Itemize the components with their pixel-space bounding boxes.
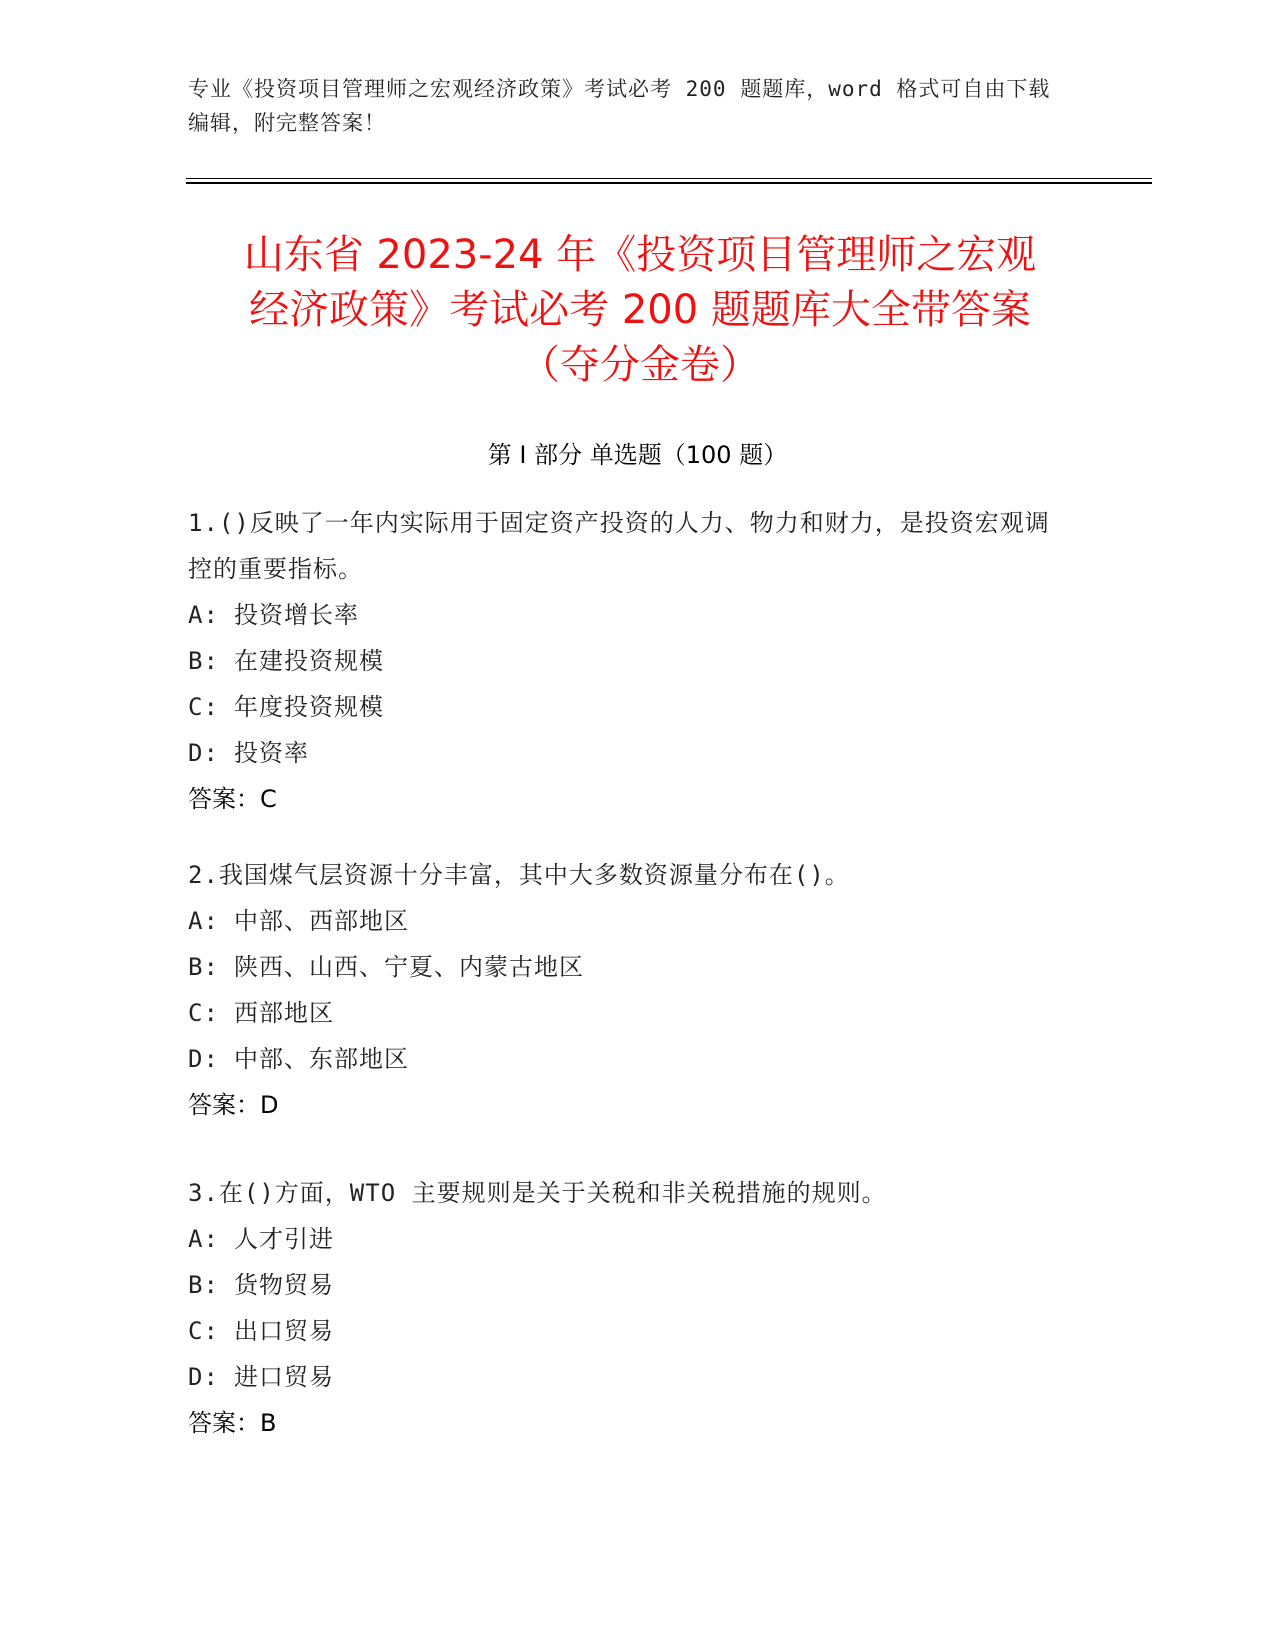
question-3 bbox=[188, 1170, 1068, 1446]
title-line-2: 经济政策》考试必考 200 题题库大全带答案 bbox=[249, 287, 1031, 333]
option-text: 出口贸易 bbox=[234, 1317, 334, 1345]
option-a bbox=[188, 898, 1068, 944]
option-key: A: bbox=[188, 1225, 219, 1253]
option-b bbox=[188, 944, 1068, 990]
option-key: D: bbox=[188, 1363, 219, 1391]
option-key: C: bbox=[188, 1317, 219, 1345]
option-key: A: bbox=[188, 601, 219, 629]
option-key: D: bbox=[188, 1045, 219, 1073]
option-key: C: bbox=[188, 693, 219, 721]
option-b bbox=[188, 1262, 1068, 1308]
option-a bbox=[188, 1216, 1068, 1262]
document-title bbox=[190, 228, 1090, 393]
option-text: 中部、西部地区 bbox=[234, 907, 409, 935]
option-text: 投资增长率 bbox=[234, 601, 359, 629]
option-d bbox=[188, 1354, 1068, 1400]
option-text: 进口贸易 bbox=[234, 1363, 334, 1391]
option-b bbox=[188, 638, 1068, 684]
option-key: C: bbox=[188, 999, 219, 1027]
option-key: A: bbox=[188, 907, 219, 935]
option-text: 在建投资规模 bbox=[234, 647, 384, 675]
option-a bbox=[188, 592, 1068, 638]
question-1 bbox=[188, 500, 1068, 822]
option-text: 货物贸易 bbox=[234, 1271, 334, 1299]
title-line-1: 山东省 2023-24 年《投资项目管理师之宏观 bbox=[243, 232, 1037, 278]
question-stem: 2.我国煤气层资源十分丰富，其中大多数资源量分布在()。 bbox=[188, 861, 850, 889]
option-c bbox=[188, 684, 1068, 730]
option-text: 中部、东部地区 bbox=[234, 1045, 409, 1073]
option-key: B: bbox=[188, 647, 219, 675]
header-divider-thick bbox=[186, 182, 1152, 184]
title-line-3: （夺分金卷） bbox=[520, 342, 760, 388]
header-divider-thin bbox=[186, 178, 1152, 179]
option-text: 年度投资规模 bbox=[234, 693, 384, 721]
question-stem: 1.()反映了一年内实际用于固定资产投资的人力、物力和财力，是投资宏观调控的重要指标。 bbox=[188, 509, 1050, 583]
option-key: D: bbox=[188, 739, 219, 767]
section-heading: 第 I 部分 单选题（100 题） bbox=[487, 441, 788, 469]
option-text: 陕西、山西、宁夏、内蒙古地区 bbox=[234, 953, 584, 981]
option-key: B: bbox=[188, 953, 219, 981]
header-note: 专业《投资项目管理师之宏观经济政策》考试必考 200 题题库，word 格式可自由下载编辑，附完整答案！ bbox=[188, 77, 1051, 135]
option-key: B: bbox=[188, 1271, 219, 1299]
option-d bbox=[188, 730, 1068, 776]
option-text: 人才引进 bbox=[234, 1225, 334, 1253]
option-c bbox=[188, 990, 1068, 1036]
answer-line: 答案：B bbox=[188, 1409, 277, 1437]
option-text: 西部地区 bbox=[234, 999, 334, 1027]
answer-line: 答案：D bbox=[188, 1091, 279, 1119]
option-c bbox=[188, 1308, 1068, 1354]
question-stem: 3.在()方面，WTO 主要规则是关于关税和非关税措施的规则。 bbox=[188, 1179, 887, 1207]
option-text: 投资率 bbox=[234, 739, 309, 767]
question-2 bbox=[188, 852, 1068, 1128]
answer-line: 答案：C bbox=[188, 785, 277, 813]
option-d bbox=[188, 1036, 1068, 1082]
